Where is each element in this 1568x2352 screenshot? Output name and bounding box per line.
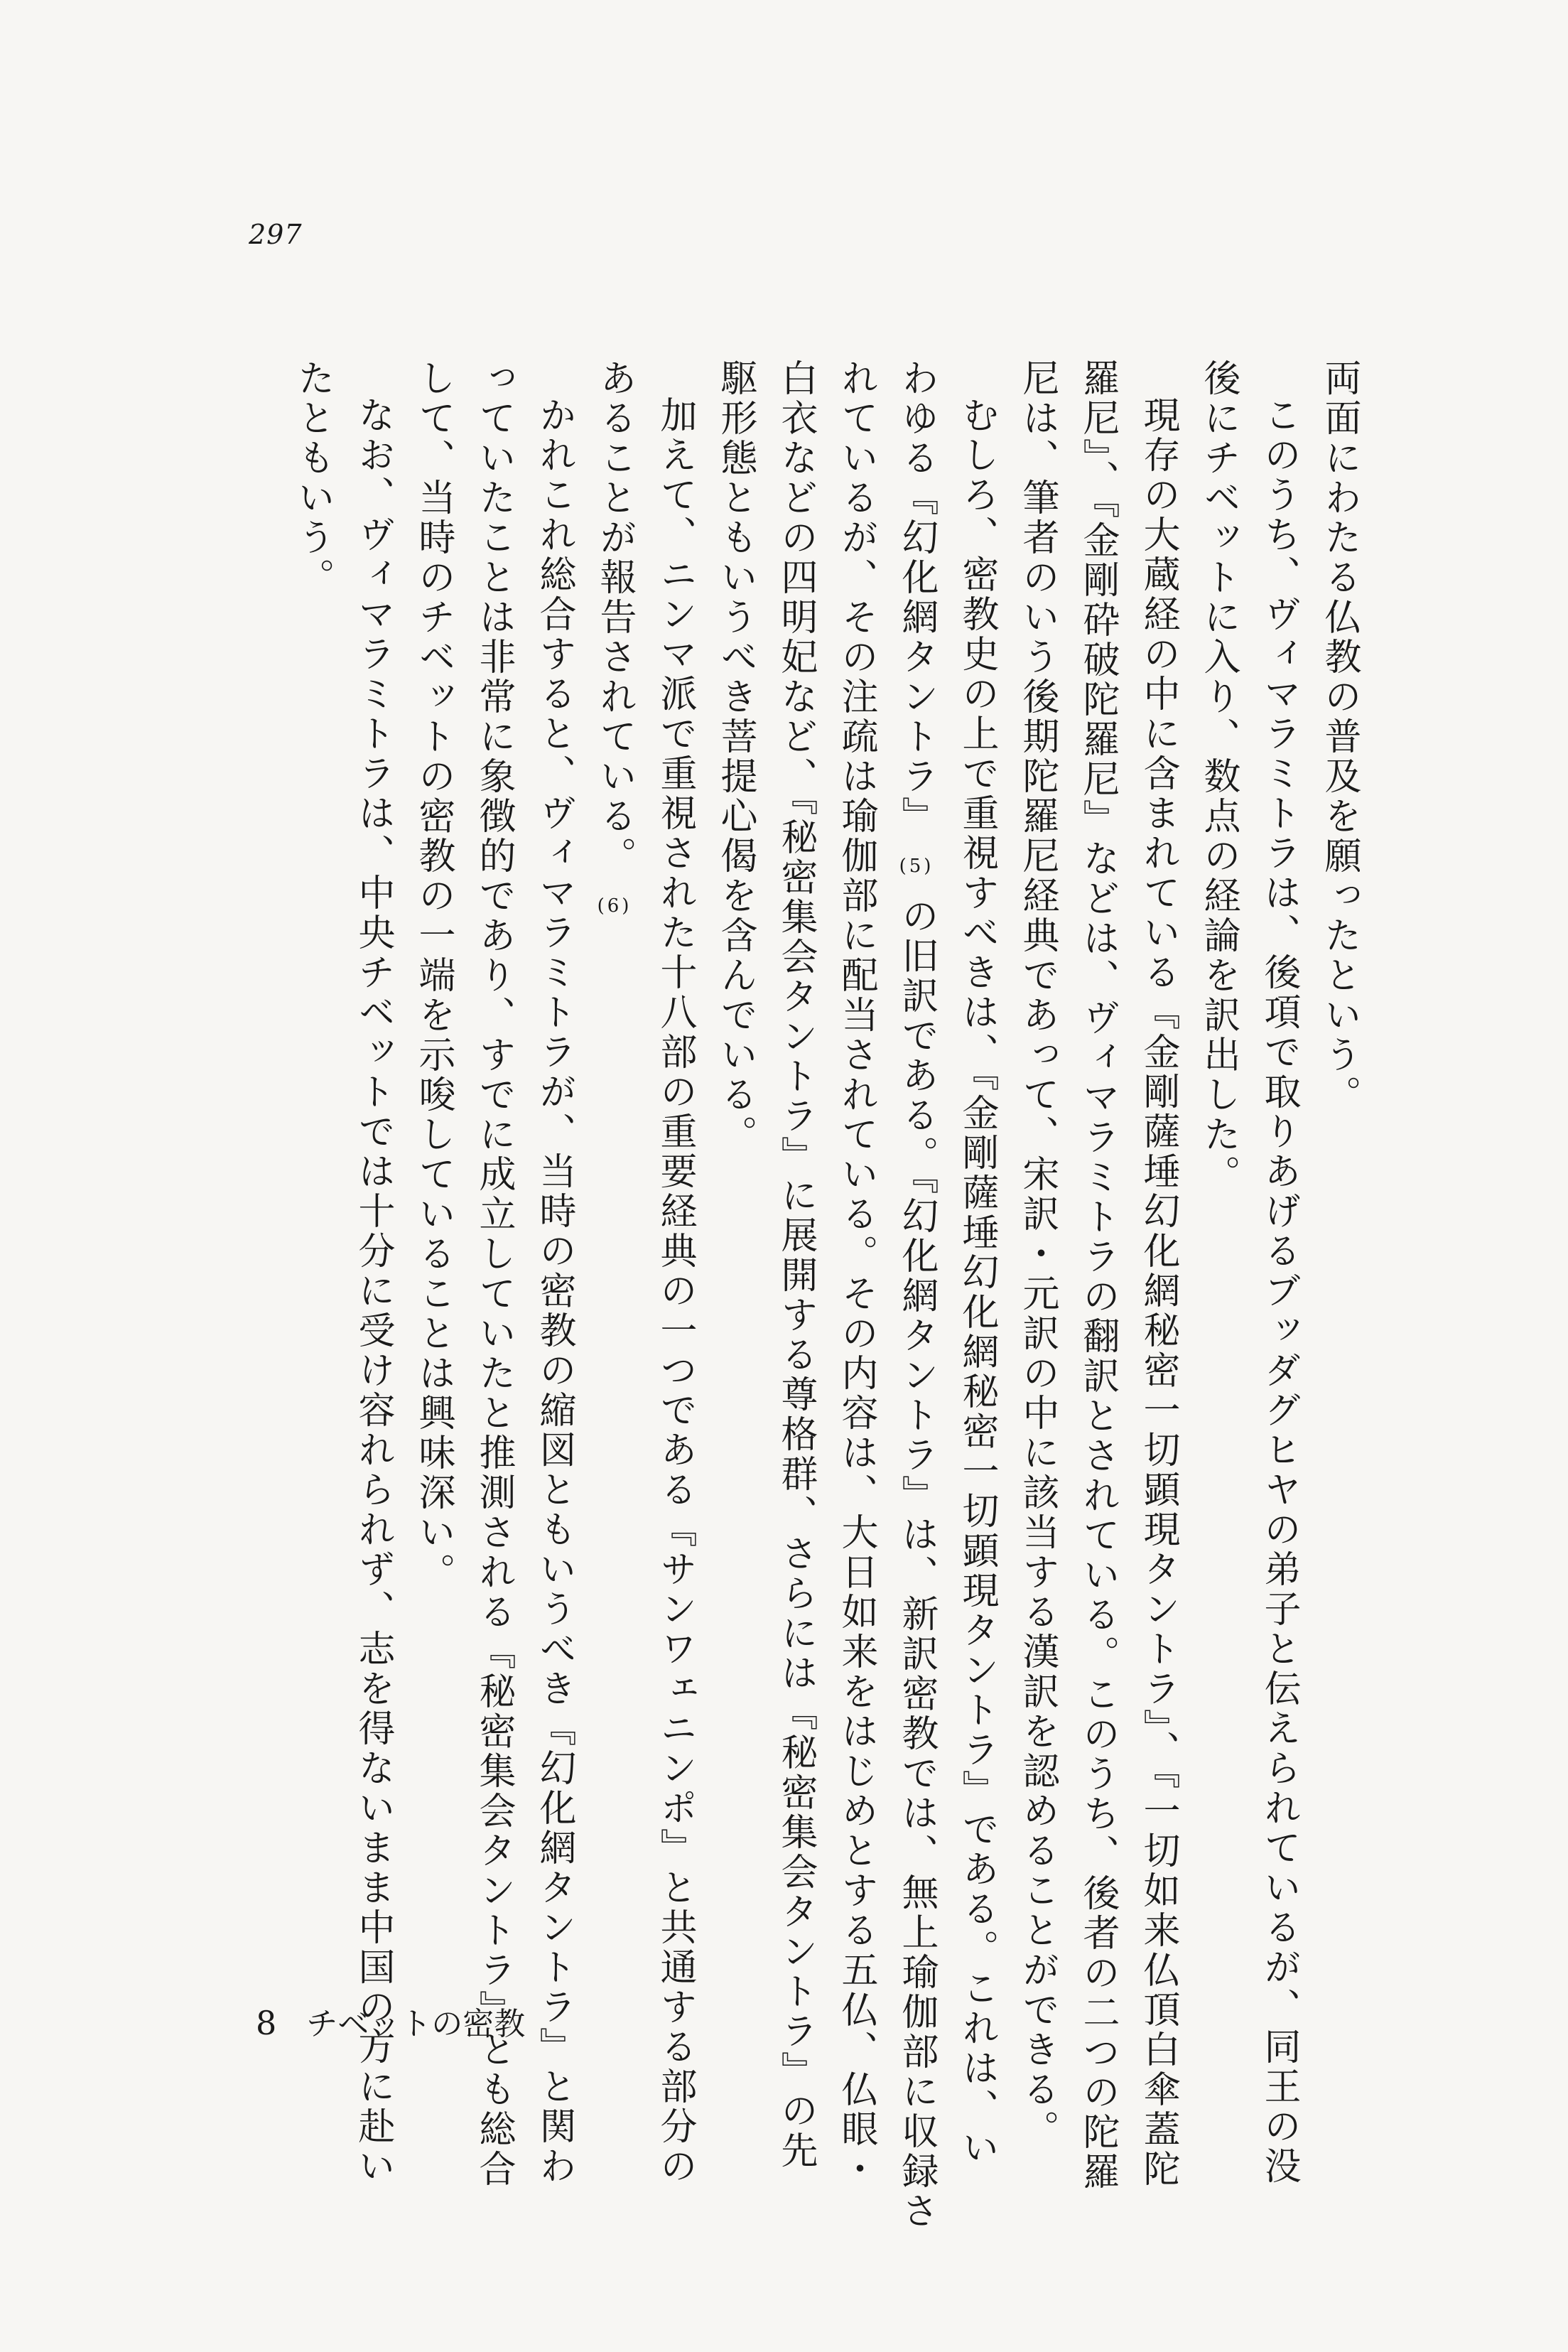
text-column-11: 駆形態ともいうべき菩提心偈を含んでいる。 [714,359,757,1155]
text-column-3: 後にチベットに入り、数点の経論を訳出した。 [1197,359,1240,1194]
text-column-13: あることが報告されている。(6) [584,359,644,1993]
text-column-7: むしろ、密教史の上で重視すべきは、『金剛薩埵幻化網秘密一切顕現タントラ』である。これは、い [956,396,998,2168]
chapter-title: チベットの密教 [306,2006,526,2042]
body-text [282,359,1369,2231]
text-column-4: 現存の大蔵経の中に含まれている『金剛薩埵幻化網秘密一切顕現タントラ』、『一切如来仏頂白傘蓋陀 [1137,396,1179,2189]
text-column-6: 尼は、筆者のいう後期陀羅尼経典であって、宋訳・元訳の中に該当する漢訳を認めることができる。 [1016,359,1059,2149]
footnote-marker-5: (5) [899,856,934,877]
text-column-8: わゆる『幻化網タントラ』(5)の旧訳である。『幻化網タントラ』は、新訳密教では、無上瑜伽部に収録さ [895,359,938,2231]
page-number: 297 [249,219,303,250]
footnote-marker-6: (6) [597,895,632,917]
text-column-2: このうち、ヴィマラミトラは、後項で取りあげるブッダグヒヤの弟子と伝えられているが、同王の没 [1258,396,1300,2186]
text-column-10: 白衣などの四明妃など、『秘密集会タントラ』に展開する尊格群、さらには『秘密集会タントラ』の先 [774,359,817,2171]
chapter-number: 8 [256,2004,277,2042]
text-column-16: して、当時のチベットの密教の一端を示唆していることは興味深い。 [412,359,455,1592]
text-column-12: 加えて、ニンマ派で重視された十八部の重要経典の一つである『サンワェニンポ』と共通する部分の [654,396,696,2186]
text-column-15: っていたことは非常に象徴的であり、すでに成立していたと推測される『秘密集会タントラ』とも総合 [472,359,515,2189]
text-column-1: 両面にわたる仏教の普及を願ったという。 [1318,359,1361,1115]
text-column-17: なお、ヴィマラミトラは、中央チベットでは十分に受け容れられず、志を得ないまま中国の方に赴い [352,396,394,2186]
running-footer [256,1998,525,2044]
text-column-18: たともいう。 [291,359,334,598]
text-column-9: れているが、その注疏は瑜伽部に配当されている。その内容は、大日如来をはじめとする五仏、仏眼・ [835,359,877,2189]
text-column-14: かれこれ総合すると、ヴィマラミトラが、当時の密教の縮図ともいうべき『幻化網タントラ』と関わ [533,396,575,2186]
text-column-5: 羅尼』、『金剛砕破陀羅尼』などは、ヴィマラミトラの翻訳とされている。このうち、後者の二つの陀羅 [1076,359,1119,2192]
